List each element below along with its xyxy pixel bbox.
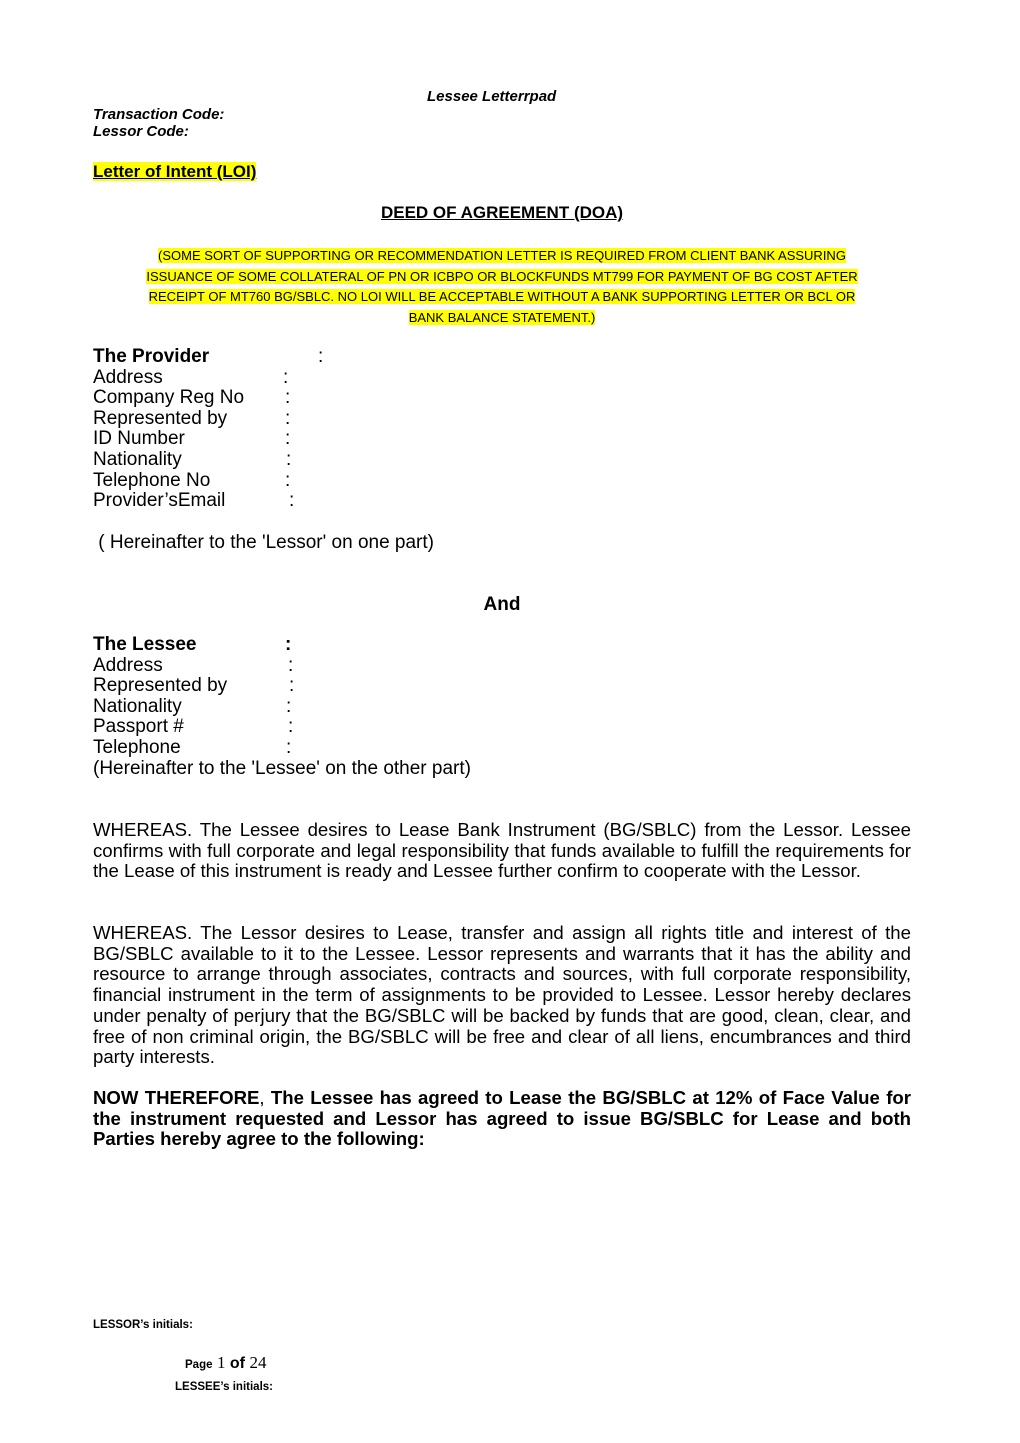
provider-field-telephone: Telephone No [93, 470, 211, 491]
provider-field-nationality: Nationality [93, 449, 182, 470]
provider-field-represented-by: Represented by [93, 408, 228, 429]
page-word: Page [185, 1359, 213, 1371]
provider-field-id-number: ID Number [93, 428, 185, 449]
page-num: 1 [216, 1353, 226, 1372]
letterhead-title: Lessee Letterrpad [427, 88, 557, 105]
provider-colon: : [285, 428, 291, 449]
doa-title: DEED OF AGREEMENT (DOA) [380, 203, 624, 222]
provider-field-address: Address [93, 367, 163, 388]
page-total: 24 [249, 1353, 267, 1372]
lessee-field-nationality: Nationality [93, 696, 182, 717]
loi-title [93, 162, 256, 182]
provider-heading: The Provider [93, 346, 210, 367]
notice-line: RECEIPT OF MT760 BG/SBLC. NO LOI WILL BE ACCEPTABLE WITHOUT A BANK SUPPORTING LETTER OR BCL OR [148, 289, 856, 305]
now-therefore-text: The Lessee has agreed to Lease the BG/SBLC at 12% of Face Value for the instrument requested and Lessor has agreed to issue BG/SBLC for Lease and both Parties hereby agree to the following: [93, 1087, 911, 1150]
lessee-field-telephone: Telephone [93, 737, 181, 758]
provider-note: ( Hereinafter to the 'Lessor' on one part) [93, 532, 434, 553]
lessee-colon: : [286, 696, 292, 717]
lessee-field-passport: Passport # [93, 716, 184, 737]
loi-title-text: Letter of Intent (LOI) [93, 162, 257, 181]
provider-colon: : [289, 490, 295, 511]
lessor-initials-label: LESSOR’s initials: [93, 1319, 193, 1331]
page-number [185, 1353, 266, 1373]
now-therefore-sep: , [259, 1087, 271, 1108]
provider-field-company-reg: Company Reg No [93, 387, 245, 408]
lessee-note: (Hereinafter to the 'Lessee' on the other part) [93, 758, 471, 779]
provider-colon: : [285, 408, 291, 429]
notice-line: (SOME SORT OF SUPPORTING OR RECOMMENDATION LETTER IS REQUIRED FROM CLIENT BANK ASSURING [158, 248, 846, 263]
and-label: And [483, 594, 521, 615]
lessee-heading: The Lessee [93, 634, 197, 655]
provider-field-email: Provider’sEmail [93, 490, 226, 511]
lessee-colon: : [288, 716, 294, 737]
whereas-paragraph-1: WHEREAS. The Lessee desires to Lease Bank Instrument (BG/SBLC) from the Lessor. Lessee confirms with full corporate and legal responsibility that funds available to fulfill the requirements for the Lease of this instrument is ready and Lessee further confirm to cooperate with the Lessor. [93, 819, 911, 882]
lessee-field-represented-by: Represented by [93, 675, 228, 696]
lessee-colon: : [286, 737, 292, 758]
notice-block [93, 246, 911, 328]
lessee-colon: : [289, 675, 295, 696]
notice-line: ISSUANCE OF SOME COLLATERAL OF PN OR ICBPO OR BLOCKFUNDS MT799 FOR PAYMENT OF BG COST AFTER [146, 268, 858, 284]
notice-line: BANK BALANCE STATEMENT.) [408, 309, 596, 325]
now-therefore-paragraph [93, 1088, 911, 1150]
now-therefore-lead: NOW THEREFORE [93, 1087, 260, 1108]
lessee-initials-label: LESSEE’s initials: [175, 1381, 273, 1393]
provider-colon: : [285, 387, 291, 408]
provider-colon: : [283, 367, 289, 388]
provider-colon: : [286, 449, 292, 470]
whereas-paragraph-2: WHEREAS. The Lessor desires to Lease, transfer and assign all rights title and interest of the BG/SBLC available to it to the Lessee. Lessor represents and warrants that it has the ability and resource to arrange through associates, contracts and sources, with full corporate responsibility, financial instrument in the term of assignments to be provided to Lessee. Lessor hereby declares under penalty of perjury that the BG/SBLC will be backed by funds that are good, clean, clear, and free of non criminal origin, the BG/SBLC will be free and clear of all liens, encumbrances and third party interests. [93, 922, 911, 1068]
lessee-field-address: Address [93, 655, 163, 676]
of-word: of [229, 1355, 246, 1372]
transaction-code-label: Transaction Code: [93, 106, 225, 123]
provider-heading-colon: : [318, 346, 324, 367]
lessee-colon: : [288, 655, 294, 676]
lessee-heading-colon: : [285, 634, 292, 655]
provider-colon: : [285, 470, 291, 491]
lessor-code-label: Lessor Code: [93, 123, 189, 140]
